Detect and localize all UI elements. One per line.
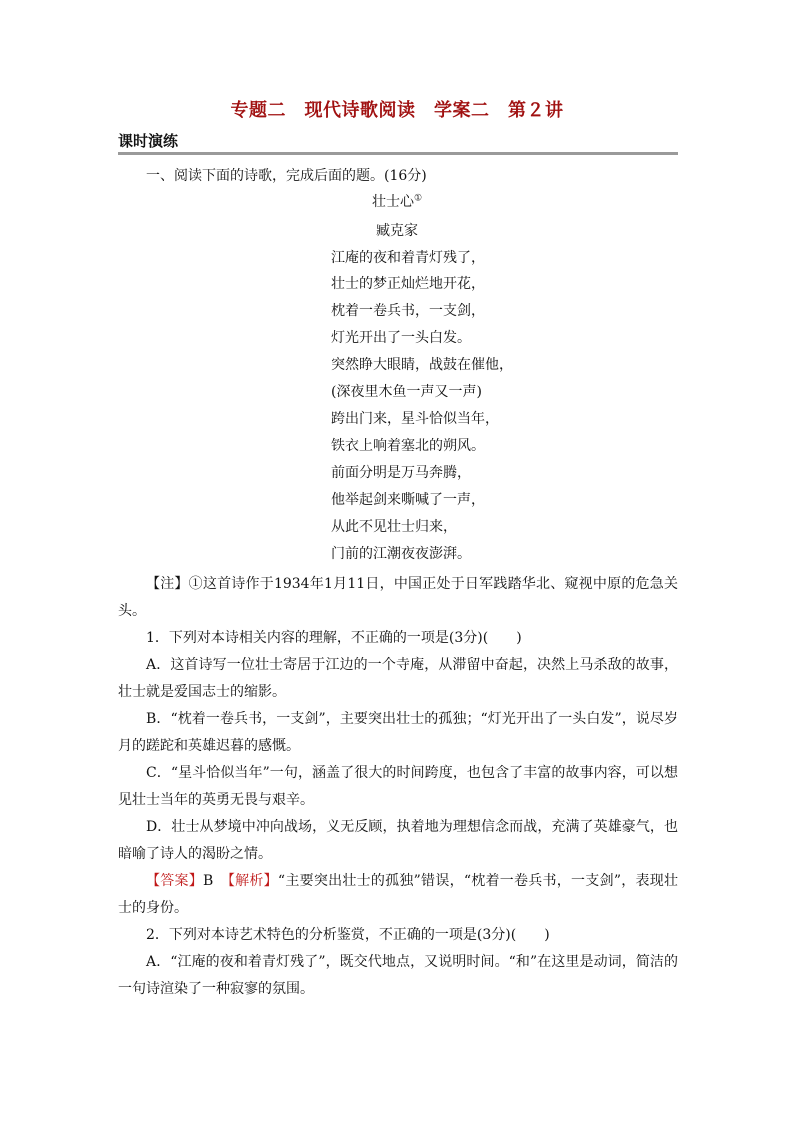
poem-line: 门前的江潮夜夜澎湃。 bbox=[331, 546, 471, 562]
poem-line: 他举起剑来嘶喊了一声， bbox=[331, 492, 485, 508]
page-title: 专题二 现代诗歌阅读 学案二 第２讲 bbox=[230, 100, 564, 121]
answer-analysis bbox=[118, 868, 678, 922]
question-1-option-d: D．壮士从梦境中冲向战场，义无反顾，执着地为理想信念而战，充满了英雄豪气，也暗喻了诗人的渴盼之情。 bbox=[118, 819, 678, 862]
question-intro: 一、阅读下面的诗歌，完成后面的题。(16分) bbox=[146, 168, 427, 184]
poem-line: 灯光开出了一头白发。 bbox=[331, 330, 471, 346]
poem-line: 前面分明是万马奔腾， bbox=[331, 465, 471, 481]
poem-title: 壮士心 bbox=[371, 194, 414, 210]
poem-author: 臧克家 bbox=[376, 223, 418, 239]
question-1-option-b: B．“枕着一卷兵书，一支剑”，主要突出壮士的孤独；“灯光开出了一头白发”，说尽岁月的蹉跎和英雄迟暮的感慨。 bbox=[118, 711, 678, 754]
poem-line: 铁衣上响着塞北的朔风。 bbox=[331, 438, 485, 454]
answer-value: B bbox=[203, 873, 228, 889]
section-heading: 课时演练 bbox=[118, 132, 179, 150]
poem-note bbox=[118, 571, 678, 625]
poem-line: (深夜里木鱼一声又一声) bbox=[331, 384, 482, 400]
question-2-stem: 2．下列对本诗艺术特色的分析鉴赏，不正确的一项是(3分)( ) bbox=[146, 927, 550, 943]
poem-line: 江庵的夜和着青灯残了， bbox=[331, 250, 485, 266]
poem-line: 枕着一卷兵书，一支剑， bbox=[331, 303, 485, 319]
poem-line: 从此不见壮士归来， bbox=[331, 519, 457, 535]
answer-tag: 【答案】 bbox=[146, 873, 204, 889]
question-1-option-c: C．“星斗恰似当年”一句，涵盖了很大的时间跨度，也包含了丰富的故事内容，可以想见壮士当年的英勇无畏与艰辛。 bbox=[118, 765, 678, 808]
analysis-tag: 【解析】 bbox=[227, 873, 278, 889]
question-1-stem: 1．下列对本诗相关内容的理解，不正确的一项是(3分)( ) bbox=[146, 630, 522, 646]
poem-line: 突然睁大眼睛，战鼓在催他， bbox=[331, 357, 513, 373]
section-divider bbox=[118, 152, 678, 155]
question-2-option-a: A．“江庵的夜和着青灯残了”，既交代地点，又说明时间。“和”在这里是动词，简洁的一句诗渲染了一种寂寥的氛围。 bbox=[118, 954, 678, 997]
poem-line: 壮士的梦正灿烂地开花， bbox=[331, 276, 485, 292]
note-text: ①这首诗作于1934年1月11日，中国正处于日军践踏华北、窥视中原的危急关头。 bbox=[118, 576, 678, 619]
question-1-option-a: A．这首诗写一位壮士寄居于江边的一个寺庵，从滞留中奋起，决然上马杀敌的故事，壮士就是爱国志士的缩影。 bbox=[118, 657, 678, 700]
analysis-text: “主要突出壮士的孤独”错误，“枕着一卷兵书，一支剑”，表现壮士的身份。 bbox=[118, 873, 679, 916]
note-tag: 【注】 bbox=[146, 576, 189, 592]
footnote-marker: ① bbox=[413, 193, 423, 204]
poem-line: 跨出门来，星斗恰似当年， bbox=[331, 411, 499, 427]
poem-title-block bbox=[0, 191, 794, 211]
